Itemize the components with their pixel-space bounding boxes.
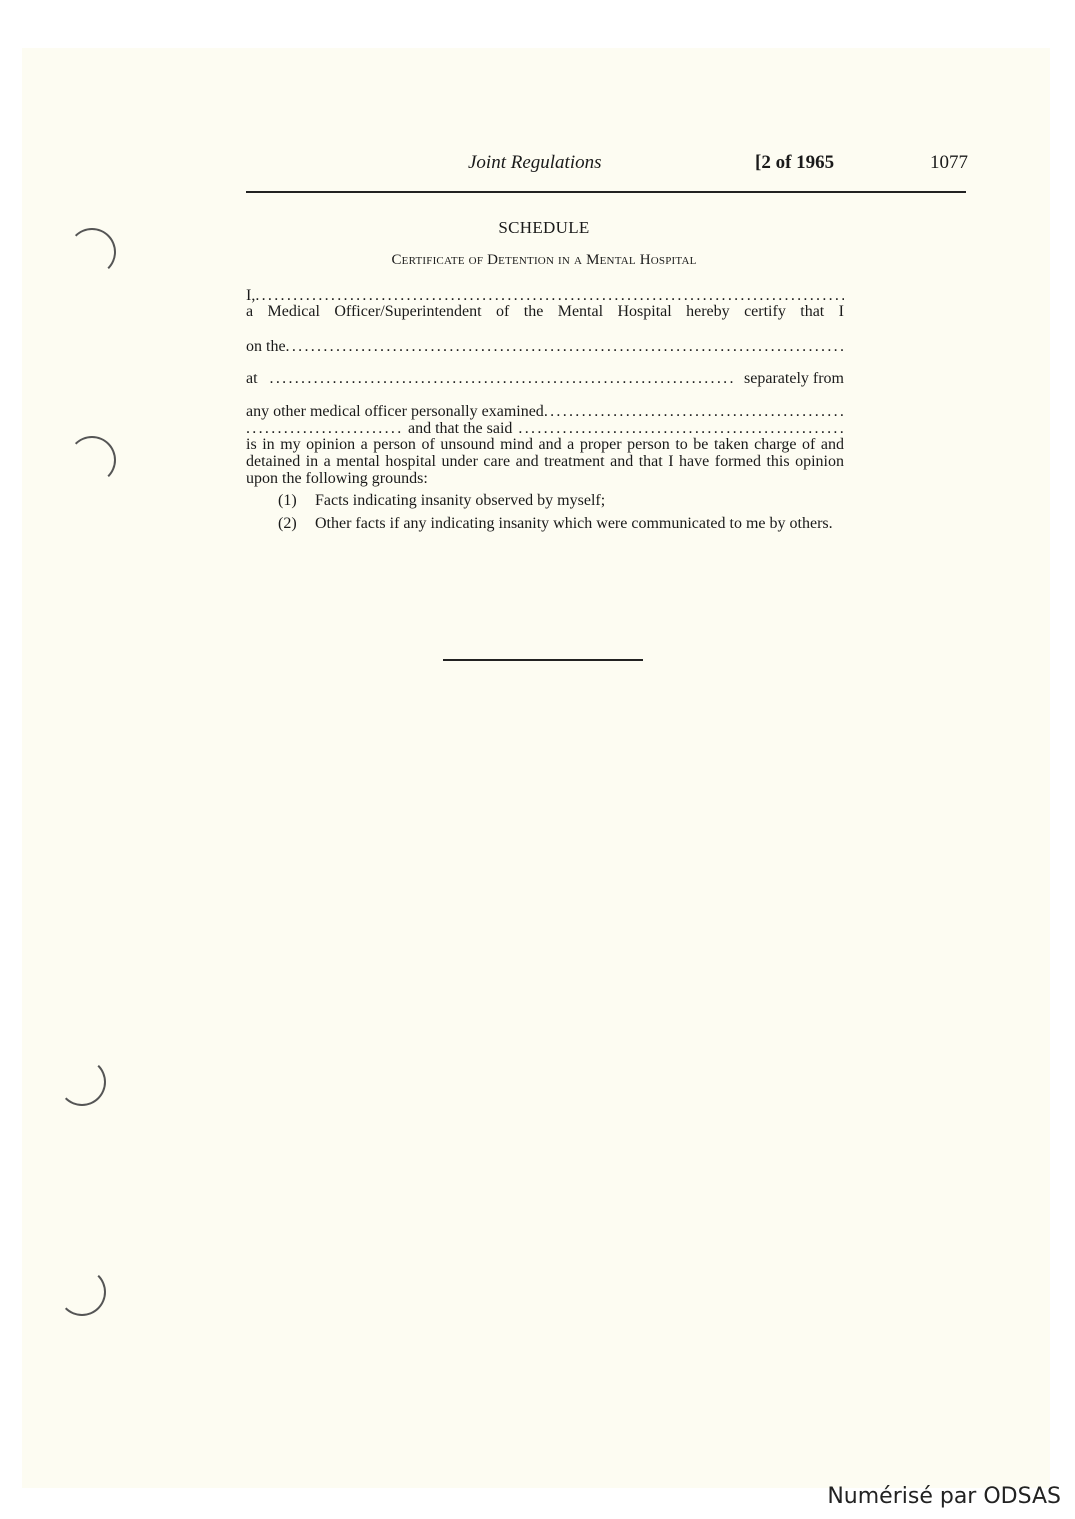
blank-dots: [544, 403, 844, 420]
running-header: [246, 152, 968, 178]
schedule-heading: SCHEDULE: [498, 218, 590, 237]
blank-dots: [286, 338, 844, 355]
binder-hole: [58, 1058, 106, 1106]
blank-dots: [518, 420, 844, 437]
form-label-on-the: on the: [246, 338, 286, 355]
form-label-i: I,: [246, 287, 256, 304]
blank-dots: [255, 287, 844, 304]
schedule-subtitle: Certificate of Detention in a Mental Hospital: [391, 252, 697, 268]
binder-hole: [58, 1268, 106, 1316]
form-label-separately: separately from: [744, 370, 844, 387]
binder-hole: [68, 228, 116, 276]
form-paragraph: is in my opinion a person of unsound mind and a proper person to be taken charge of and detained in a mental hospital under care and treatment and that I have formed this opinion upon the following grounds:: [246, 436, 844, 487]
form-line-said: [246, 420, 844, 437]
binder-hole: [68, 436, 116, 484]
header-rule: [246, 191, 966, 193]
form-label-said: and that the said: [408, 420, 513, 437]
end-rule: [443, 659, 643, 661]
form-label-at: at: [246, 370, 258, 387]
ground-number: (2): [278, 515, 297, 532]
form-line-date: [246, 338, 844, 355]
blank-dots: [246, 420, 404, 437]
form-line-place: [246, 370, 844, 387]
ground-number: (1): [278, 492, 297, 509]
form-line-examined: [246, 403, 844, 420]
header-title: Joint Regulations: [468, 152, 602, 173]
ground-text: Other facts if any indicating insanity which were communicated to me by others.: [315, 515, 833, 532]
form-line-officer: a Medical Officer/Superintendent of the Mental Hospital hereby certify that I: [246, 303, 844, 320]
ground-text: Facts indicating insanity observed by myself;: [315, 492, 606, 509]
watermark: Numérisé par ODSAS: [827, 1484, 1061, 1509]
blank-dots: [270, 370, 737, 387]
page-number: 1077: [930, 152, 968, 173]
form-label-examined: any other medical officer personally examined: [246, 403, 544, 420]
form-line-name: [246, 287, 844, 304]
header-act: [2 of 1965: [755, 152, 835, 173]
